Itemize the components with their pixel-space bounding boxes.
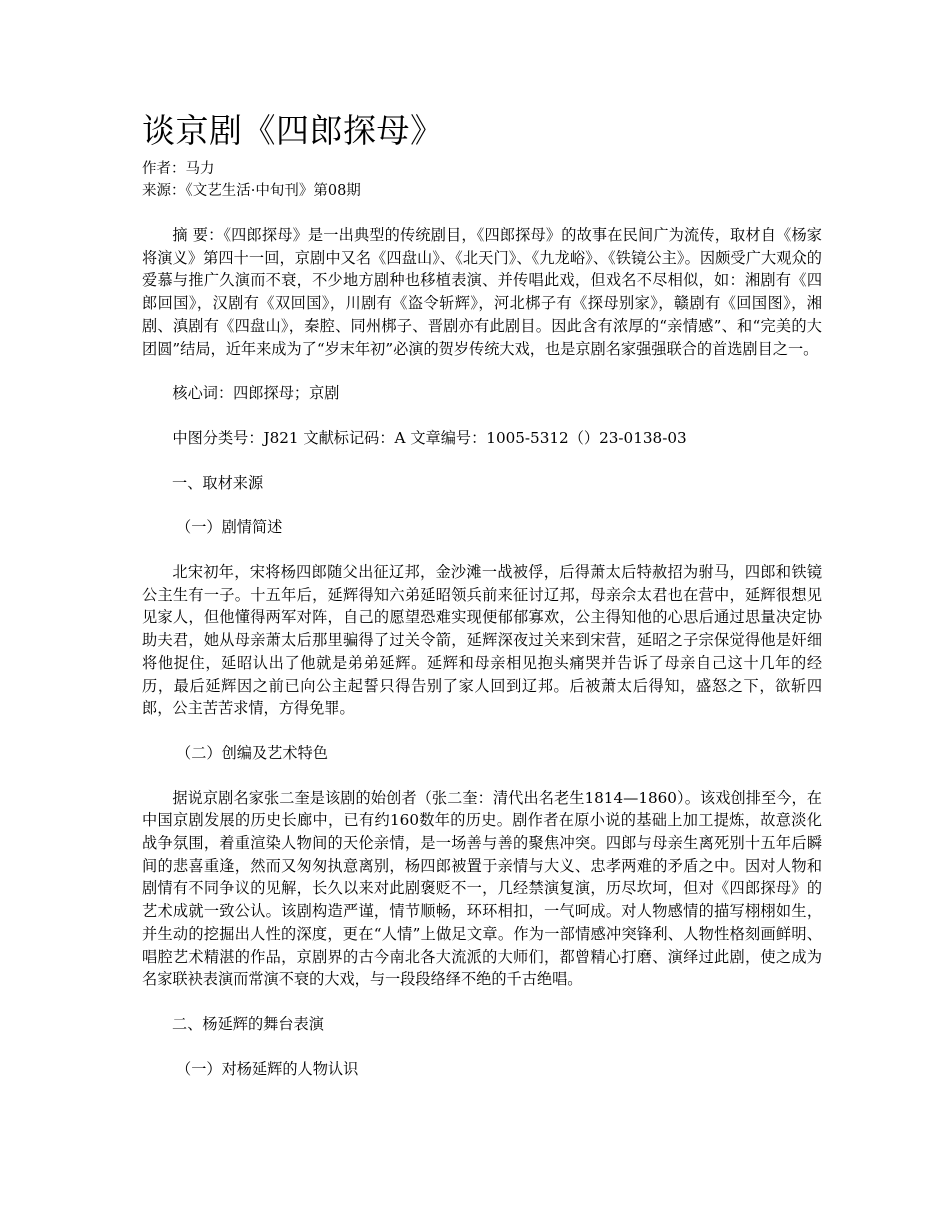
keywords-line: 核心词：四郎探母；京剧 <box>172 384 340 403</box>
author-line: 作者：马力 <box>142 161 215 177</box>
abstract-paragraph: 摘 要：《四郎探母》是一出典型的传统剧目，《四郎探母》的故事在民间广为流传，取材自《杨家将演义》第四十一回，京剧中又名《四盘山》、《北天门》、《九龙峪》、《铁镜公主》。因颇受广大观众的爱慕与推广久演而不衰，不少地方剧种也移植表演、并传唱此戏，但戏名不尽相似，如：湘剧有《四郎回国》，汉剧有《双回国》，川剧有《盗令斩辉》，河北梆子有《探母别家》，赣剧有《回国图》，湘剧、滇剧有《四盘山》，秦腔、同州梆子、晋剧亦有此剧目。因此含有浓厚的“亲情感”、和“完美的大团圆”结局，近年来成为了“岁末年初”必演的贺岁传统大戏，也是京剧名家强强联合的首选剧目之一。 <box>142 226 822 358</box>
document-page <box>142 108 822 1080</box>
article-title: 谈京剧《四郎探母》 <box>142 111 444 150</box>
section-heading-2: 二、杨延辉的舞台表演 <box>172 1014 324 1033</box>
subsection-heading-2-1: （一）对杨延辉的人物认识 <box>176 1059 359 1078</box>
plot-paragraph: 北宋初年，宋将杨四郎随父出征辽邦，金沙滩一战被俘，后得萧太后特赦招为驸马，四郎和铁镜公主生有一子。十五年后，延辉得知六弟延昭领兵前来征讨辽邦，母亲佘太君也在营中，延辉很想见见家人，但他懂得两军对阵，自己的愿望恐难实现便郁郁寡欢，公主得知他的心思后通过思量决定协助夫君，她从母亲萧太后那里骗得了过关令箭，延辉深夜过关来到宋营，延昭之子宗保觉得他是奸细将他捉住，延昭认出了他就是弟弟延辉。延辉和母亲相见抱头痛哭并告诉了母亲自己这十几年的经历，最后延辉因之前已向公主起誓只得告别了家人回到辽邦。后被萧太后得知，盛怒之下，欲斩四郎，公主苦苦求情，方得免罪。 <box>142 563 822 718</box>
classification-line: 中图分类号：J821 文献标记码：A 文章编号：1005-5312（）23-0138-03 <box>172 428 687 447</box>
subsection-heading-1-2: （二）创编及艺术特色 <box>176 743 328 762</box>
source-line: 来源：《文艺生活·中旬刊》第08期 <box>142 183 361 199</box>
creation-paragraph: 据说京剧名家张二奎是该剧的始创者（张二奎：清代出名老生1814—1860）。该戏创排至今，在中国京剧发展的历史长廊中，已有约160数年的历史。剧作者在原小说的基础上加工提炼，故意淡化战争氛围，着重渲染人物间的天伦亲情，是一场善与善的聚焦冲突。四郎与母亲生离死别十五年后瞬间的悲喜重逢，然而又匆匆执意离别，杨四郎被置于亲情与大义、忠孝两难的矛盾之中。因对人物和剧情有不同争议的见解，长久以来对此剧褒贬不一，几经禁演复演，历尽坎坷，但对《四郎探母》的艺术成就一致公认。该剧构造严谨，情节顺畅，环环相扣，一气呵成。对人物感情的描写栩栩如生，并生动的挖掘出人性的深度，更在“人情”上做足文章。作为一部情感冲突锋利、人物性格刻画鲜明、唱腔艺术精湛的作品，京剧界的古今南北各大流派的大师们，都曾精心打磨、演绎过此剧，使之成为名家联袂表演而常演不衰的大戏，与一段段络绎不绝的千古绝唱。 <box>142 788 822 989</box>
subsection-heading-1-1: （一）剧情简述 <box>176 518 283 537</box>
section-heading-1: 一、取材来源 <box>172 473 264 492</box>
